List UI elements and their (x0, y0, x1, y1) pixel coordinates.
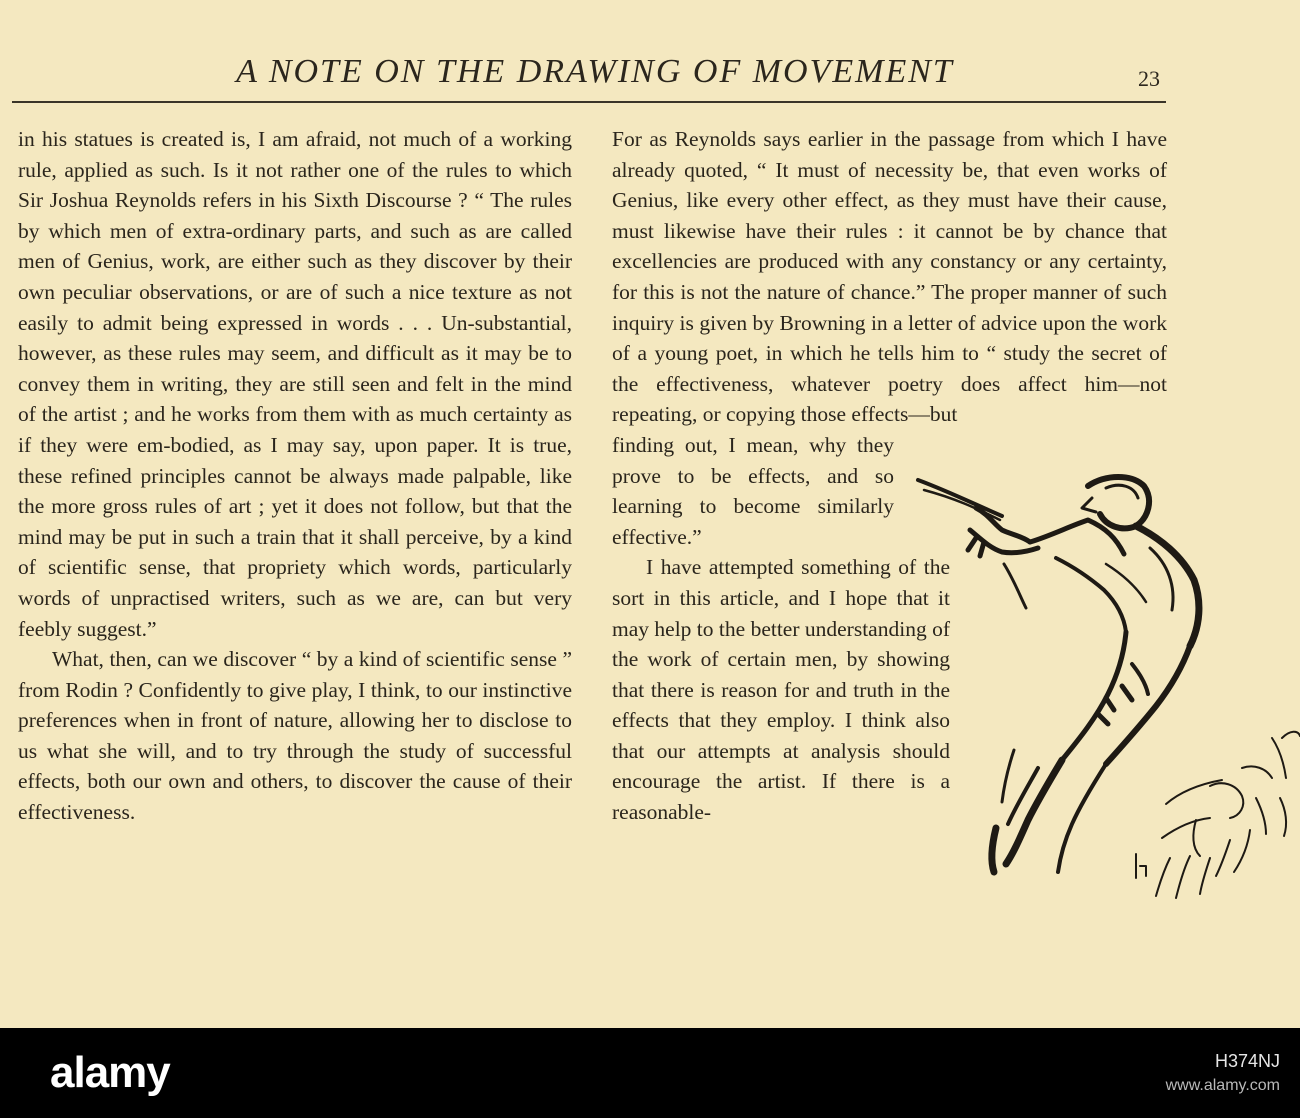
page-number: 23 (1138, 66, 1160, 91)
left-column (18, 124, 572, 828)
page-header (0, 52, 1300, 96)
right-paragraph-1: For as Reynolds says earlier in the passage from which I have already quoted, “ It must of necessity be, that even works of Genius, like every other effect, as they must have their cause, must likewise have their rules : it cannot be by chance that excellencies are produced with any constancy or any certainty, for this is not the nature of chance.” The proper manner of such inquiry is given by Browning in a letter of advice upon the work of a young poet, in which he tells him to “ study the secret of the effectiveness, whatever poetry does affect him—not repeating, or copying those effects—but (612, 127, 1167, 427)
header-rule (12, 101, 1166, 103)
left-paragraph-1: in his statues is created is, I am afraid, not much of a working rule, applied as such. Is it not rather one of the rules to which Sir Joshua Reynolds refers in his Sixth Discourse ? “ The rules by which men of extra-ordinary parts, and such as are called men of Genius, work, are either such as they discover by their own peculiar observations, or are of such a nice texture as not easily to admit being expressed in words . . . Un-substantial, however, as these rules may seem, and difficult as it may be to convey them in writing, they are still seen and felt in the mind of the artist ; and he works from them with as much certainty as if they were em-bodied, as I may say, upon paper. It is true, these refined principles cannot be always made palpable, like the more gross rules of art ; yet it does not follow, but that the mind may be put in such a train that it shall perceive, by a kind of scientific sense, that propriety which words, particularly words of unpractised writers, such as we are, can but very feebly suggest.” (18, 127, 572, 641)
right-paragraph-2: I have attempted something of the sort in this article, and I hope that it may help to the better understanding of the work of certain men, by showing that there is reason for and truth in the effects that they employ. I think also that our attempts at analysis should encourage the artist. If there is a reasonable- (612, 555, 950, 825)
left-paragraph-2: What, then, can we discover “ by a kind of scientific sense ” from Rodin ? Confidently to give play, I think, to our instinctive preferences when in front of nature, allowing her to disclose to us what she will, and to try through the study of successful effects, both our own and others, to discover the cause of their effectiveness. (18, 647, 572, 825)
right-paragraph-1-continued: finding out, I mean, why they prove to be effects, and so learning to become similarly effective.” (612, 432, 894, 549)
watermark-site: www.alamy.com (1165, 1077, 1280, 1094)
image-reference: H374NJ (1214, 1051, 1280, 1071)
watermark-brand: alamy (50, 1048, 170, 1097)
watermark-band (0, 1028, 1300, 1118)
running-title: A NOTE ON THE DRAWING OF MOVEMENT (236, 53, 954, 90)
sketch-illustration (910, 468, 1300, 938)
